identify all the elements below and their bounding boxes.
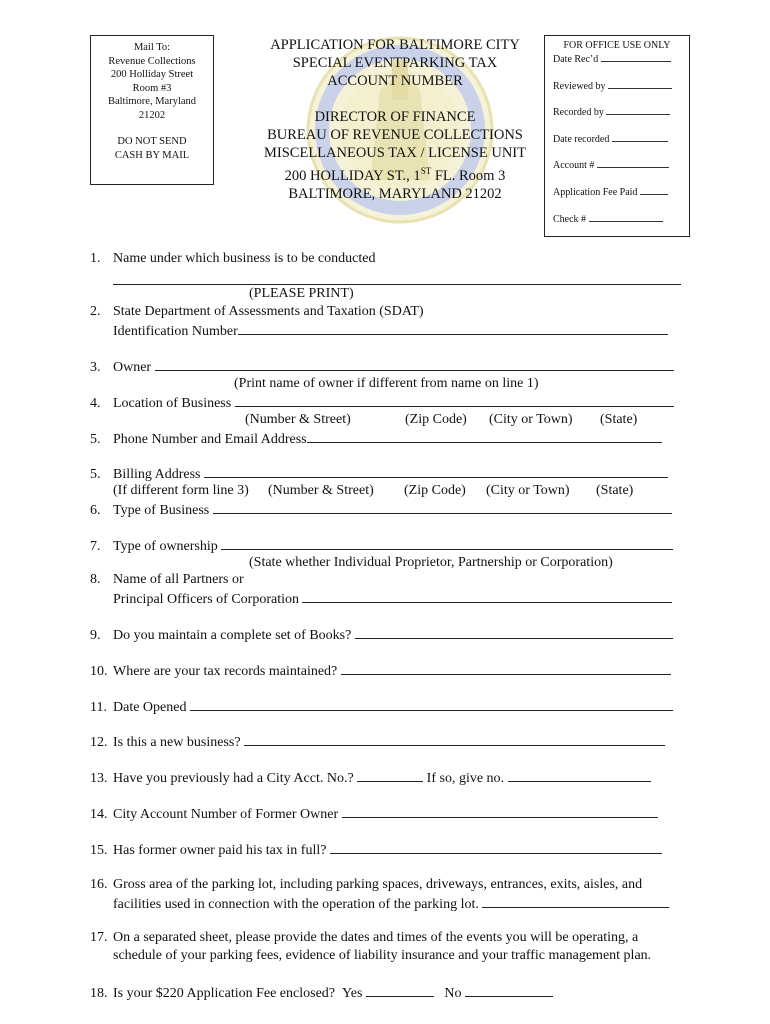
q5-phone-email-input[interactable]: [307, 429, 662, 443]
q7-type-of-ownership: 7. Type of ownership: [90, 536, 673, 556]
account-number-field[interactable]: Account #: [553, 158, 689, 185]
q4-state-hint: (State): [600, 412, 638, 427]
q3-owner-input[interactable]: [155, 357, 674, 371]
dept-city: BALTIMORE, MARYLAND 21202: [288, 185, 502, 202]
q18-application-fee: 18. Is your $220 Application Fee enclosed? Yes No: [90, 983, 553, 1003]
dept-address: 200 HOLLIDAY ST., 1ST FL. Room 3: [284, 166, 506, 184]
q17-events-sheet: 17. On a separated sheet, please provide the dates and times of the events you will be operating, a: [90, 930, 639, 945]
office-use-box: [544, 35, 690, 237]
q13-previous-account: 13. Have you previously had a City Acct. No.? If so, give no.: [90, 768, 651, 788]
mail-to-label: Mail To:: [133, 42, 171, 53]
q11-date-opened-input[interactable]: [190, 697, 673, 711]
mail-to-box: [90, 35, 214, 185]
form-title-line1: APPLICATION FOR BALTIMORE CITY: [270, 37, 520, 53]
q5-zip-hint: (Zip Code): [404, 483, 466, 498]
q6-type-of-business: 6. Type of Business: [90, 500, 672, 520]
q4-zip-hint: (Zip Code): [405, 412, 467, 427]
reviewed-by-field[interactable]: Reviewed by: [553, 79, 689, 106]
q16-gross-area: 16. Gross area of the parking lot, including parking spaces, driveways, entrances, exits, aisles, and: [90, 877, 643, 892]
q2-sdat-label: 2. State Department of Assessments and Taxation (SDAT): [90, 304, 424, 319]
q7-ownership-note: (State whether Individual Proprietor, Partnership or Corporation): [249, 555, 613, 570]
q5-street-hint: (Number & Street): [268, 483, 374, 498]
q4-city-hint: (City or Town): [489, 412, 573, 427]
q16-gross-area-input[interactable]: [482, 894, 669, 908]
q15-former-owner-tax: 15. Has former owner paid his tax in full?: [90, 840, 662, 860]
q17-events-sheet-line2: schedule of your parking fees, evidence of liability insurance and your traffic management plan.: [113, 948, 652, 963]
q5-phone-email: 5. Phone Number and Email Address: [90, 429, 662, 449]
dept-line3: MISCELLANEOUS TAX / LICENSE UNIT: [264, 145, 526, 161]
q11-date-opened: 11. Date Opened: [90, 697, 673, 717]
q4-location: 4. Location of Business: [90, 393, 674, 413]
office-use-title: FOR OFFICE USE ONLY: [563, 40, 671, 51]
no-cash-warning-2: CASH BY MAIL: [114, 149, 190, 161]
mail-to-city: Baltimore, Maryland: [107, 96, 197, 107]
q2-sdat-id-input[interactable]: [238, 321, 668, 335]
form-title-line2: SPECIAL EVENTPARKING TAX: [292, 55, 498, 71]
q13-account-number-input[interactable]: [508, 768, 651, 782]
q10-tax-records: 10. Where are your tax records maintained?: [90, 661, 671, 681]
q5-billing-address-input[interactable]: [204, 464, 668, 478]
date-recorded-field[interactable]: Date recorded: [553, 132, 689, 159]
q4-location-input[interactable]: [235, 393, 674, 407]
q9-books: 9. Do you maintain a complete set of Books?: [90, 625, 673, 645]
q7-ownership-input[interactable]: [221, 536, 673, 550]
q5-billing-address: 5. Billing Address: [90, 464, 668, 484]
q8-officers-input[interactable]: [302, 589, 672, 603]
mail-to-room: Room #3: [132, 82, 172, 94]
app-fee-paid-field[interactable]: Application Fee Paid: [553, 185, 689, 212]
q8-partners: 8. Name of all Partners or: [90, 572, 244, 587]
dept-line1: DIRECTOR OF FINANCE: [314, 109, 476, 125]
q12-new-business: 12. Is this a new business?: [90, 732, 665, 752]
q1-print-note: (PLEASE PRINT): [249, 286, 354, 301]
check-number-field[interactable]: Check #: [553, 212, 689, 239]
date-received-field[interactable]: Date Rec’d: [553, 52, 689, 79]
q6-type-of-business-input[interactable]: [213, 500, 672, 514]
dept-line2: BUREAU OF REVENUE COLLECTIONS: [267, 127, 523, 143]
q18-yes-input[interactable]: [366, 983, 434, 997]
q16-gross-area-line2: facilities used in connection with the operation of the parking lot.: [113, 894, 669, 914]
q3-owner-note: (Print name of owner if different from name on line 1): [234, 376, 539, 391]
q14-former-owner-account: 14. City Account Number of Former Owner: [90, 804, 658, 824]
q3-owner: 3. Owner: [90, 357, 674, 377]
q12-new-business-input[interactable]: [244, 732, 665, 746]
form-header: [230, 36, 560, 203]
q14-former-owner-account-input[interactable]: [342, 804, 658, 818]
q5-state-hint: (State): [596, 483, 634, 498]
q13-previous-account-input[interactable]: [357, 768, 423, 782]
q1-business-name: 1. Name under which business is to be conducted: [90, 251, 376, 266]
mail-to-street: 200 Holliday Street: [110, 69, 194, 80]
q18-no-input[interactable]: [465, 983, 553, 997]
q1-business-name-input[interactable]: [113, 271, 681, 285]
q10-tax-records-input[interactable]: [341, 661, 671, 675]
q4-street-hint: (Number & Street): [245, 412, 351, 427]
mail-to-dept: Revenue Collections: [108, 55, 196, 67]
no-cash-warning-1: DO NOT SEND: [117, 136, 187, 147]
q5-billing-note: (If different form line 3): [113, 483, 249, 498]
q9-books-input[interactable]: [355, 625, 673, 639]
recorded-by-field[interactable]: Recorded by: [553, 105, 689, 132]
q15-former-owner-tax-input[interactable]: [330, 840, 662, 854]
q5-city-hint: (City or Town): [486, 483, 570, 498]
q8-officers: Principal Officers of Corporation: [113, 589, 672, 609]
form-title-line3: ACCOUNT NUMBER: [327, 73, 463, 89]
mail-to-zip: 21202: [138, 109, 166, 121]
q2-sdat-id: Identification Number: [113, 321, 668, 341]
